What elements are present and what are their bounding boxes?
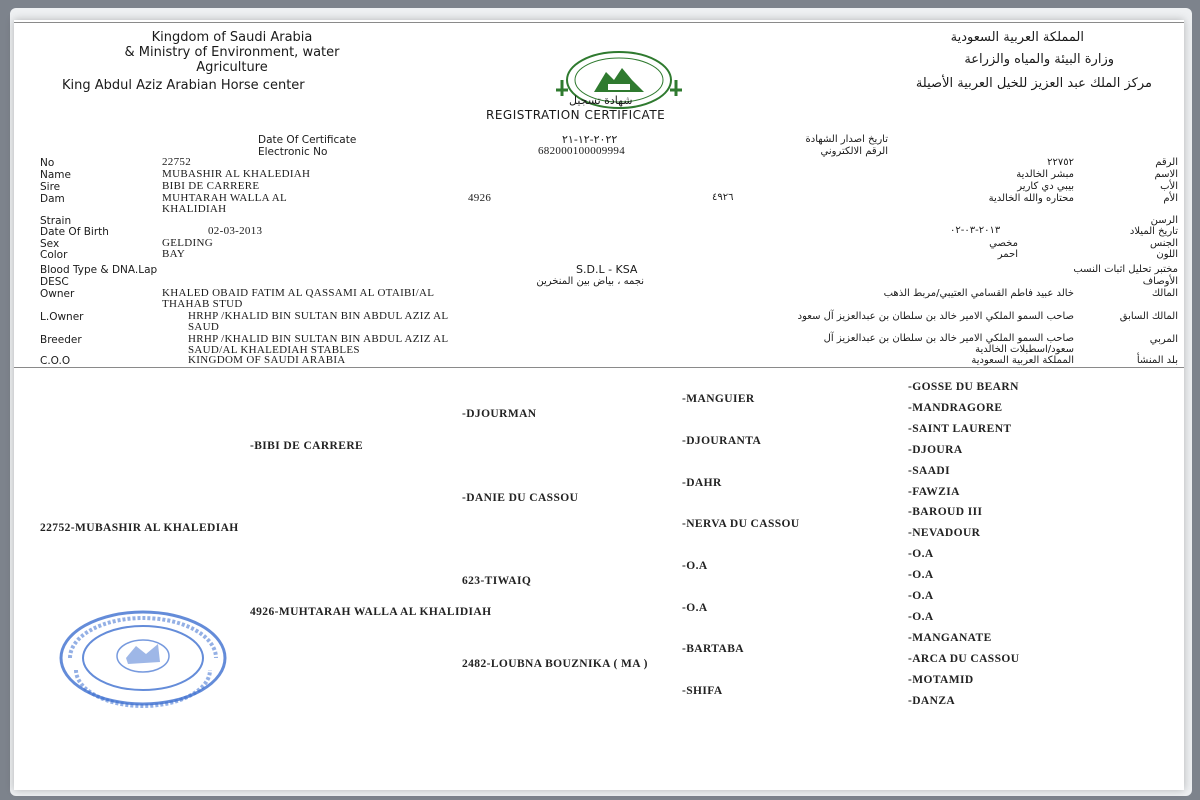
header-ar-center: مركز الملك عبد العزيز للخيل العربية الأصيلة bbox=[915, 76, 1152, 91]
sire-value: BIBI DE CARRERE bbox=[162, 180, 260, 192]
date-label: Date Of Certificate bbox=[258, 134, 357, 146]
date-value: ٢٠٢٢-١٢-٢١ bbox=[562, 133, 618, 146]
lowner-value-cont: SAUD bbox=[188, 321, 220, 333]
pedigree-gen2-3: 623-TIWAIQ bbox=[462, 575, 532, 587]
header-en-line2: & Ministry of Environment, water bbox=[124, 45, 340, 60]
color-label: Color bbox=[40, 249, 68, 261]
date-label-ar: تاريخ اصدار الشهادة bbox=[805, 134, 888, 145]
coo-label-ar: بلد المنشأ bbox=[1136, 355, 1178, 366]
pedigree-gen3-3: -DAHR bbox=[682, 477, 722, 489]
section-divider bbox=[14, 367, 1184, 368]
pedigree-gen3-7: -BARTABA bbox=[682, 643, 745, 655]
color-label-ar: اللون bbox=[1156, 249, 1178, 260]
lowner-label: L.Owner bbox=[40, 311, 84, 323]
cert-title-ar: شهادة تسجيل bbox=[569, 94, 633, 107]
pedigree-gen4-5: -SAADI bbox=[908, 465, 951, 477]
pedigree-gen2-1: -DJOURMAN bbox=[462, 408, 537, 420]
pedigree-gen4-15: -MOTAMID bbox=[908, 674, 974, 686]
sex-value-ar: مخصي bbox=[989, 238, 1018, 249]
sire-label-ar: الأب bbox=[1160, 181, 1178, 192]
pedigree-gen4-1: -GOSSE DU BEARN bbox=[908, 381, 1019, 393]
owner-label-ar: المالك bbox=[1151, 288, 1178, 299]
pedigree-gen4-11: -O.A bbox=[908, 590, 934, 602]
pedigree-gen4-7: -BAROUD III bbox=[908, 506, 983, 518]
name-label-ar: الاسم bbox=[1154, 169, 1178, 180]
owner-value-ar: خالد عبيد فاطم القسامي العتيبي/مربط الذهب bbox=[883, 288, 1074, 299]
dam-number: 4926 bbox=[468, 192, 492, 204]
dam-value-cont: KHALIDIAH bbox=[162, 203, 227, 215]
desc-label: DESC bbox=[40, 276, 69, 288]
desc-value-ar: نجمه ، بياض بين المنخرين bbox=[536, 276, 644, 287]
blood-label-ar: مختبر تحليل اثبات النسب bbox=[1073, 264, 1178, 275]
header-en-line1: Kingdom of Saudi Arabia bbox=[151, 30, 313, 45]
name-value-ar: مبشر الخالدية bbox=[1016, 169, 1074, 180]
pedigree-gen3-2: -DJOURANTA bbox=[682, 435, 762, 447]
dam-value: MUHTARAH WALLA AL bbox=[162, 192, 288, 204]
strain-label: Strain bbox=[40, 215, 72, 227]
breeder-label: Breeder bbox=[40, 334, 82, 346]
pedigree-dam: 4926-MUHTARAH WALLA AL KHALIDIAH bbox=[250, 606, 492, 618]
lowner-value: HRHP /KHALID BIN SULTAN BIN ABDUL AZIZ AL bbox=[188, 310, 449, 322]
no-value: 22752 bbox=[162, 156, 191, 168]
pedigree-sire: -BIBI DE CARRERE bbox=[250, 440, 364, 452]
pedigree-gen4-4: -DJOURA bbox=[908, 444, 963, 456]
breeder-value-ar: صاحب السمو الملكي الامير خالد بن سلطان بن عبدالعزيز آل bbox=[823, 333, 1074, 344]
pedigree-subject: 22752-MUBASHIR AL KHALEDIAH bbox=[40, 522, 239, 534]
pedigree-gen2-4: 2482-LOUBNA BOUZNIKA ( MA ) bbox=[462, 658, 648, 670]
sire-label: Sire bbox=[40, 181, 61, 193]
header-ar-line1: المملكة العربية السعودية bbox=[950, 30, 1084, 45]
coo-label: C.O.O bbox=[40, 355, 71, 367]
no-value-ar: ٢٢٧٥٢ bbox=[1047, 157, 1074, 168]
pedigree-gen4-2: -MANDRAGORE bbox=[908, 402, 1003, 414]
elec-label-ar: الرقم الالكتروني bbox=[820, 146, 888, 157]
dam-number-ar: ٤٩٢٦ bbox=[712, 192, 734, 203]
pedigree-gen4-14: -ARCA DU CASSOU bbox=[908, 653, 1020, 665]
cert-title-en: REGISTRATION CERTIFICATE bbox=[486, 108, 666, 122]
header-en-center: King Abdul Aziz Arabian Horse center bbox=[62, 78, 305, 93]
blood-label: Blood Type & DNA.Lap bbox=[40, 264, 158, 276]
pedigree-gen3-4: -NERVA DU CASSOU bbox=[682, 518, 800, 530]
pedigree-gen4-13: -MANGANATE bbox=[908, 632, 992, 644]
dob-label: Date Of Birth bbox=[40, 226, 109, 238]
dob-label-ar: تاريخ الميلاد bbox=[1129, 226, 1178, 237]
pedigree-gen4-9: -O.A bbox=[908, 548, 934, 560]
elec-value: 682000100009994 bbox=[538, 145, 625, 157]
dam-label: Dam bbox=[40, 193, 65, 205]
sire-value-ar: بيبي دي كارير bbox=[1017, 181, 1074, 192]
strain-label-ar: الرسن bbox=[1150, 215, 1178, 226]
breeder-value-ar-cont: سعود/اسطبلات الخالدية bbox=[975, 344, 1074, 355]
name-value: MUBASHIR AL KHALEDIAH bbox=[162, 168, 311, 180]
sex-value: GELDING bbox=[162, 237, 213, 249]
coo-value: KINGDOM OF SAUDI ARABIA bbox=[188, 354, 346, 366]
breeder-value: HRHP /KHALID BIN SULTAN BIN ABDUL AZIZ AL bbox=[188, 333, 449, 345]
no-label-ar: الرقم bbox=[1155, 157, 1178, 168]
pedigree-gen4-8: -NEVADOUR bbox=[908, 527, 981, 539]
sex-label-ar: الجنس bbox=[1149, 238, 1178, 249]
pedigree-gen4-3: -SAINT LAURENT bbox=[908, 423, 1012, 435]
owner-value-cont: THAHAB STUD bbox=[162, 298, 243, 310]
breeder-value-cont: SAUD/AL KHALEDIAH STABLES bbox=[188, 344, 360, 356]
certificate-sheet bbox=[14, 20, 1184, 790]
pedigree-gen4-12: -O.A bbox=[908, 611, 934, 623]
top-border bbox=[14, 22, 1184, 23]
breeder-label-ar: المربي bbox=[1149, 334, 1178, 345]
lowner-label-ar: المالك السابق bbox=[1119, 311, 1178, 322]
name-label: Name bbox=[40, 169, 71, 181]
header-en-line3: Agriculture bbox=[196, 60, 268, 75]
dob-value-ar: ٢٠١٣-٠٣-٠٢ bbox=[950, 225, 1001, 236]
owner-value: KHALED OBAID FATIM AL QASSAMI AL OTAIBI/AL bbox=[162, 287, 435, 299]
pedigree-gen2-2: -DANIE DU CASSOU bbox=[462, 492, 579, 504]
header-ar-line2: وزارة البيئة والمياه والزراعة bbox=[964, 52, 1114, 67]
blood-value: S.D.L - KSA bbox=[576, 263, 638, 276]
official-stamp-icon bbox=[58, 608, 228, 708]
pedigree-gen4-10: -O.A bbox=[908, 569, 934, 581]
color-value: BAY bbox=[162, 248, 186, 260]
pedigree-gen4-16: -DANZA bbox=[908, 695, 956, 707]
no-label: No bbox=[40, 157, 55, 169]
dam-value-ar: محتاره والله الخالدية bbox=[988, 193, 1074, 204]
dam-label-ar: الأم bbox=[1163, 193, 1178, 204]
coo-value-ar: المملكة العربية السعودية bbox=[971, 355, 1074, 366]
elec-label: Electronic No bbox=[258, 146, 328, 158]
sex-label: Sex bbox=[40, 238, 60, 250]
owner-label: Owner bbox=[40, 288, 75, 300]
pedigree-gen3-1: -MANGUIER bbox=[682, 393, 755, 405]
pedigree-gen3-5: -O.A bbox=[682, 560, 708, 572]
pedigree-gen4-6: -FAWZIA bbox=[908, 486, 960, 498]
lowner-value-ar: صاحب السمو الملكي الامير خالد بن سلطان بن عبدالعزيز آل سعود bbox=[797, 311, 1074, 322]
pedigree-gen3-6: -O.A bbox=[682, 602, 708, 614]
color-value-ar: احمر bbox=[997, 249, 1018, 260]
desc-label-ar: الأوصاف bbox=[1142, 276, 1178, 287]
dob-value: 02-03-2013 bbox=[208, 225, 263, 237]
pedigree-gen3-8: -SHIFA bbox=[682, 685, 723, 697]
